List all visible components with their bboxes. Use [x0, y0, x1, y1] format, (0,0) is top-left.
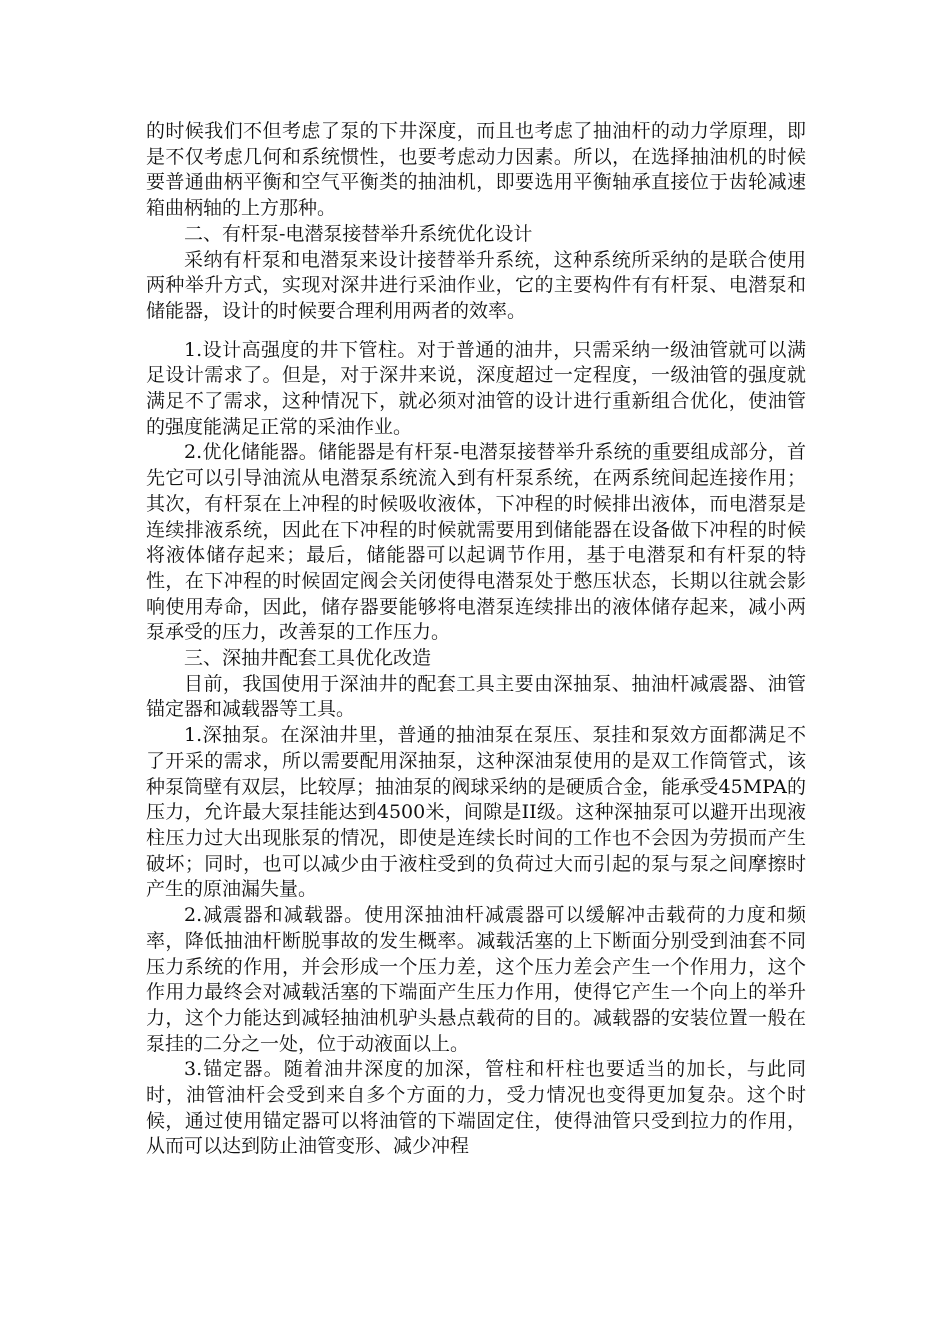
document-body: [146, 119, 806, 1160]
paragraph-tools-intro: 目前，我国使用于深油井的配套工具主要由深抽泵、抽油杆减震器、油管锚定器和减载器等工具。: [146, 672, 806, 721]
paragraph-item-1-deep-pump: 1.深抽泵。在深油井里，普通的抽油泵在泵压、泵挂和泵效方面都满足不了开采的需求，所以需要配用深抽泵，这种深油泵使用的是双工作筒管式，该种泵筒壁有双层，比较厚；抽油泵的阀球采纳的是硬质合金，能承受45MPA的压力，允许最大泵挂能达到4500米，间隙是II级。这种深抽泵可以避开出现液柱压力过大出现胀泵的情况，即使是连续长时间的工作也不会因为劳损而产生破坏；同时，也可以减少由于液柱受到的负荷过大而引起的泵与泵之间摩擦时产生的原油漏失量。: [146, 724, 806, 901]
paragraph-item-2-accumulator: 2.优化储能器。储能器是有杆泵-电潜泵接替举升系统的重要组成部分，首先它可以引导油流从电潜泵系统流入到有杆泵系统，在两系统间起连接作用；其次，有杆泵在上冲程的时候吸收液体，下冲程的时候排出液体，而电潜泵是连续排液系统，因此在下冲程的时候就需要用到储能器在设备做下冲程的时候将液体储存起来；最后，储能器可以起调节作用，基于电潜泵和有杆泵的特性，在下冲程的时候固定阀会关闭使得电潜泵处于憋压状态，长期以往就会影响使用寿命，因此，储存器要能够将电潜泵连续排出的液体储存起来，减小两泵承受的压力，改善泵的工作压力。: [146, 441, 806, 644]
section-heading-2: 二、有杆泵-电潜泵接替举升系统优化设计: [184, 222, 533, 245]
paragraph-gap: [146, 325, 806, 338]
paragraph-item-1-tubing: 1.设计高强度的井下管柱。对于普通的油井，只需采纳一级油管就可以满足设计需求了。但是，对于深井来说，深度超过一定程度，一级油管的强度就满足不了需求，这种情况下，就必须对油管的设计进行重新组合优化，使油管的强度能满足正常的采油作业。: [146, 338, 806, 438]
paragraph-continuation: 的时候我们不但考虑了泵的下井深度，而且也考虑了抽油杆的动力学原理，即是不仅考虑几何和系统惯性，也要考虑动力因素。所以，在选择抽油机的时候要普通曲柄平衡和空气平衡类的抽油机，即要选用平衡轴承直接位于齿轮减速箱曲柄轴的上方那种。: [146, 120, 806, 220]
section-heading-3: 三、深抽井配套工具优化改造: [184, 647, 432, 670]
paragraph-intro-system: 采纳有杆泵和电潜泵来设计接替举升系统，这种系统所采纳的是联合使用两种举升方式，实现对深井进行采油作业，它的主要构件有有杆泵、电潜泵和储能器，设计的时候要合理利用两者的效率。: [146, 248, 806, 322]
paragraph-item-2-damper: 2.减震器和减载器。使用深抽油杆减震器可以缓解冲击载荷的力度和频率，降低抽油杆断脱事故的发生概率。减载活塞的上下断面分别受到油套不同压力系统的作用，并会形成一个压力差，这个压力差会产生一个作用力，这个作用力最终会对减载活塞的下端面产生压力作用，使得它产生一个向上的举升力，这个力能达到减轻抽油机驴头悬点载荷的目的。减载器的安装位置一般在泵挂的二分之一处，位于动液面以上。: [146, 904, 806, 1055]
paragraph-item-3-anchor: 3.锚定器。随着油井深度的加深，管柱和杆柱也要适当的加长，与此同时，油管油杆会受到来自多个方面的力，受力情况也变得更加复杂。这个时候，通过使用锚定器可以将油管的下端固定住，使得油管只受到拉力的作用，从而可以达到防止油管变形、减少冲程: [146, 1058, 806, 1158]
